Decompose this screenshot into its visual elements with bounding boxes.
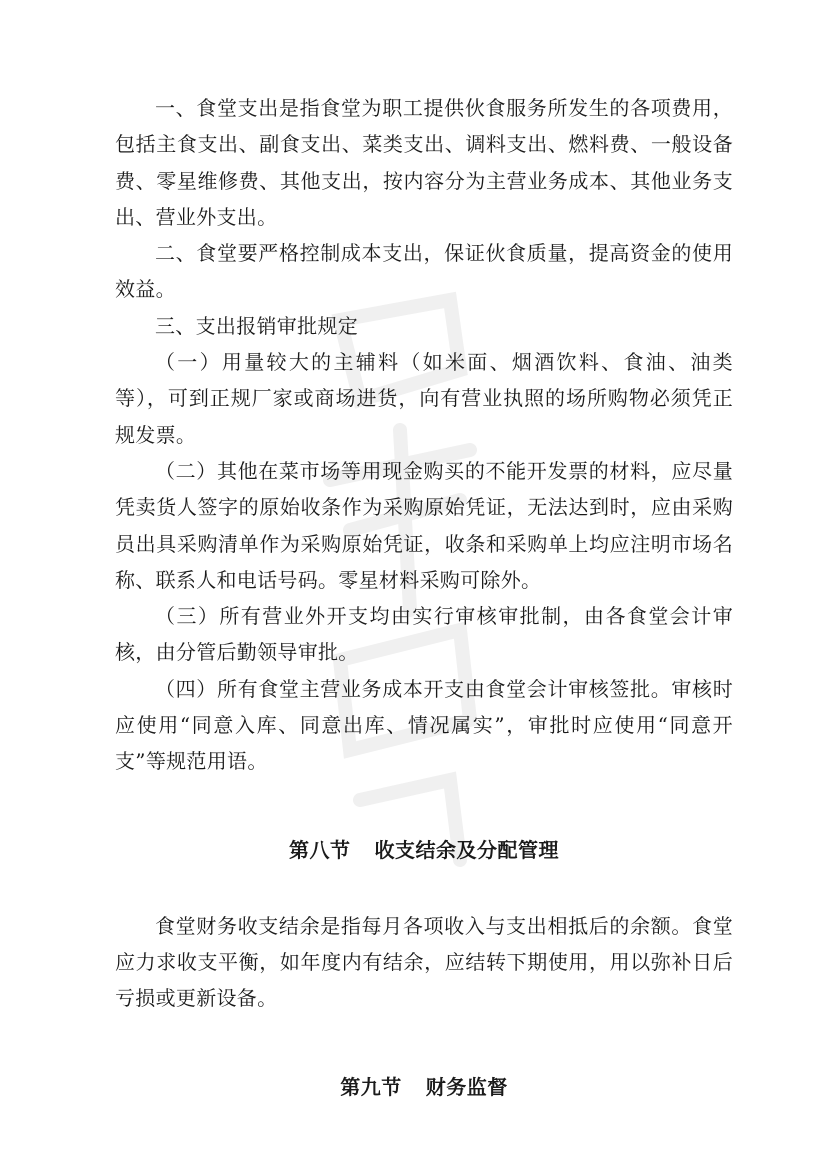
section-8-number: 第八节 <box>289 837 351 862</box>
paragraph-rule-4: （四）所有食堂主营业务成本开支由食堂会计审核签批。审核时应使用“同意入库、同意出库、情况属实”，审批时应使用“同意开支”等规范用语。 <box>115 676 733 774</box>
paragraph-rule-2: （二）其他在菜市场等用现金购买的不能开发票的材料，应尽量凭卖货人签字的原始收条作为采购原始凭证，无法达到时，应由采购员出具采购清单作为采购原始凭证，收条和采购单上均应注明市场名称、联系人和电话号码。零星材料采购可除外。 <box>115 458 733 592</box>
paragraph-expenditure-definition: 一、食堂支出是指食堂为职工提供伙食服务所发生的各项费用，包括主食支出、副食支出、菜类支出、调料支出、燃料费、一般设备费、零星维修费、其他支出，按内容分为主营业务成本、其他业务支出、营业外支出。 <box>115 96 733 229</box>
section-9-heading <box>115 1069 733 1105</box>
document-page <box>115 90 733 1105</box>
section-8-title: 收支结余及分配管理 <box>374 837 559 862</box>
paragraph-balance: 食堂财务收支结余是指每月各项收入与支出相抵后的余额。食堂应力求收支平衡，如年度内有结余，应结转下期使用，用以弥补日后亏损或更新设备。 <box>115 913 733 1011</box>
paragraph-rule-1: （一）用量较大的主辅料（如米面、烟酒饮料、食油、油类等），可到正规厂家或商场进货，向有营业执照的场所购物必须凭正规发票。 <box>115 350 733 447</box>
section-9-number: 第九节 <box>340 1074 402 1099</box>
paragraph-rule-3: （三）所有营业外开支均由实行审核审批制，由各食堂会计审核，由分管后勤领导审批。 <box>115 604 733 665</box>
section-9-title: 财务监督 <box>425 1074 508 1099</box>
section-8-heading <box>115 832 733 868</box>
paragraph-cost-control: 二、食堂要严格控制成本支出，保证伙食质量，提高资金的使用效益。 <box>115 241 733 302</box>
paragraph-approval-rules-heading: 三、支出报销审批规定 <box>155 313 358 338</box>
